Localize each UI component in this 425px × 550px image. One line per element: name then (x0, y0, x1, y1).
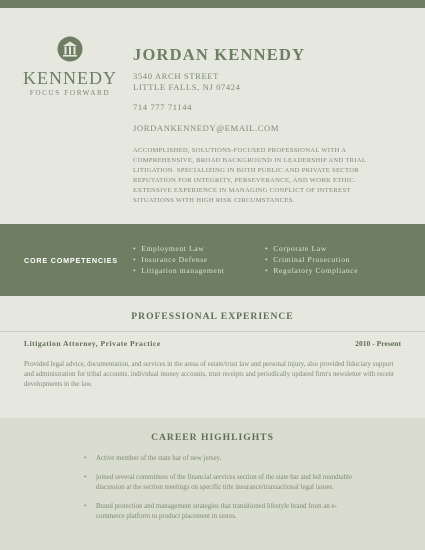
competency-item: • Insurance Defense (133, 254, 225, 265)
section-divider (0, 331, 425, 332)
phone-number: 714 777 71144 (133, 102, 193, 112)
career-highlights-section (0, 418, 425, 550)
top-accent-bar (0, 0, 425, 8)
competencies-column-2 (265, 243, 358, 276)
core-competencies-band (0, 224, 425, 296)
competency-item: • Corporate Law (265, 243, 358, 254)
highlights-list (84, 454, 364, 531)
highlight-item: • Active member of the state bar of new jersey. (84, 454, 364, 464)
job-title: Litigation Attorney, Private Practice (24, 339, 161, 348)
job-dates: 2010 - Present (355, 339, 401, 348)
logo-tagline: FOCUS FORWARD (29, 89, 111, 97)
competency-item: • Criminal Prosecution (265, 254, 358, 265)
highlights-heading: CAREER HIGHLIGHTS (151, 432, 274, 443)
competency-item: • Regulatory Compliance (265, 265, 358, 276)
address (133, 71, 241, 93)
highlight-item: • Brand protection and management strategies that transitioned lifestyle brand from an e-commerce platform to product placement in stores. (84, 502, 364, 522)
competencies-column-1 (133, 243, 225, 276)
candidate-name: JORDAN KENNEDY (133, 45, 306, 64)
logo-name: KENNEDY (23, 68, 117, 88)
pillar-seal-icon (57, 36, 83, 62)
experience-heading: PROFESSIONAL EXPERIENCE (131, 311, 294, 322)
highlight-item: • joined several committees of the financial services section of the state bar and led roundtable discussion at the section meetings on specific title insurance/transactional legal issues. (84, 473, 364, 493)
email-address: JORDANKENNEDY@EMAIL.COM (133, 123, 280, 133)
logo (20, 36, 120, 97)
resume-header (0, 8, 425, 224)
competency-item: • Litigation management (133, 265, 225, 276)
address-line-1: 3540 ARCH STREET (133, 71, 219, 81)
core-competencies-label: CORE COMPETENCIES (24, 256, 118, 265)
address-line-2: LITTLE FALLS, NJ 07424 (133, 82, 241, 92)
competency-item: • Employment Law (133, 243, 225, 254)
profile-summary: ACCOMPLISHED, SOLUTIONS-FOCUSED PROFESSIONAL WITH A COMPREHENSIVE, BROAD BACKGROUND IN LEADERSHIP AND TRIAL LITIGATION. SPECIALIZING IN BOTH PUBLIC AND PRIVATE SECTOR REPUTATION FOR INTEGRITY, PERSEVERANCE, AND WORK ETHIC. EXTENSIVE EXPERIENCE IN MANAGING CONFLICT OF INTEREST SITUATIONS WITH HIGH RISK CIRCUMSTANCES. (133, 147, 366, 204)
job-description: Provided legal advice, documentation, and services in the areas of estate/trust law and personal injury, also provided fiduciary support and administration for tribal accounts, individual money accounts, trust receipts and periodically updated firm's newsletter with recent developments in the law. (24, 361, 394, 388)
